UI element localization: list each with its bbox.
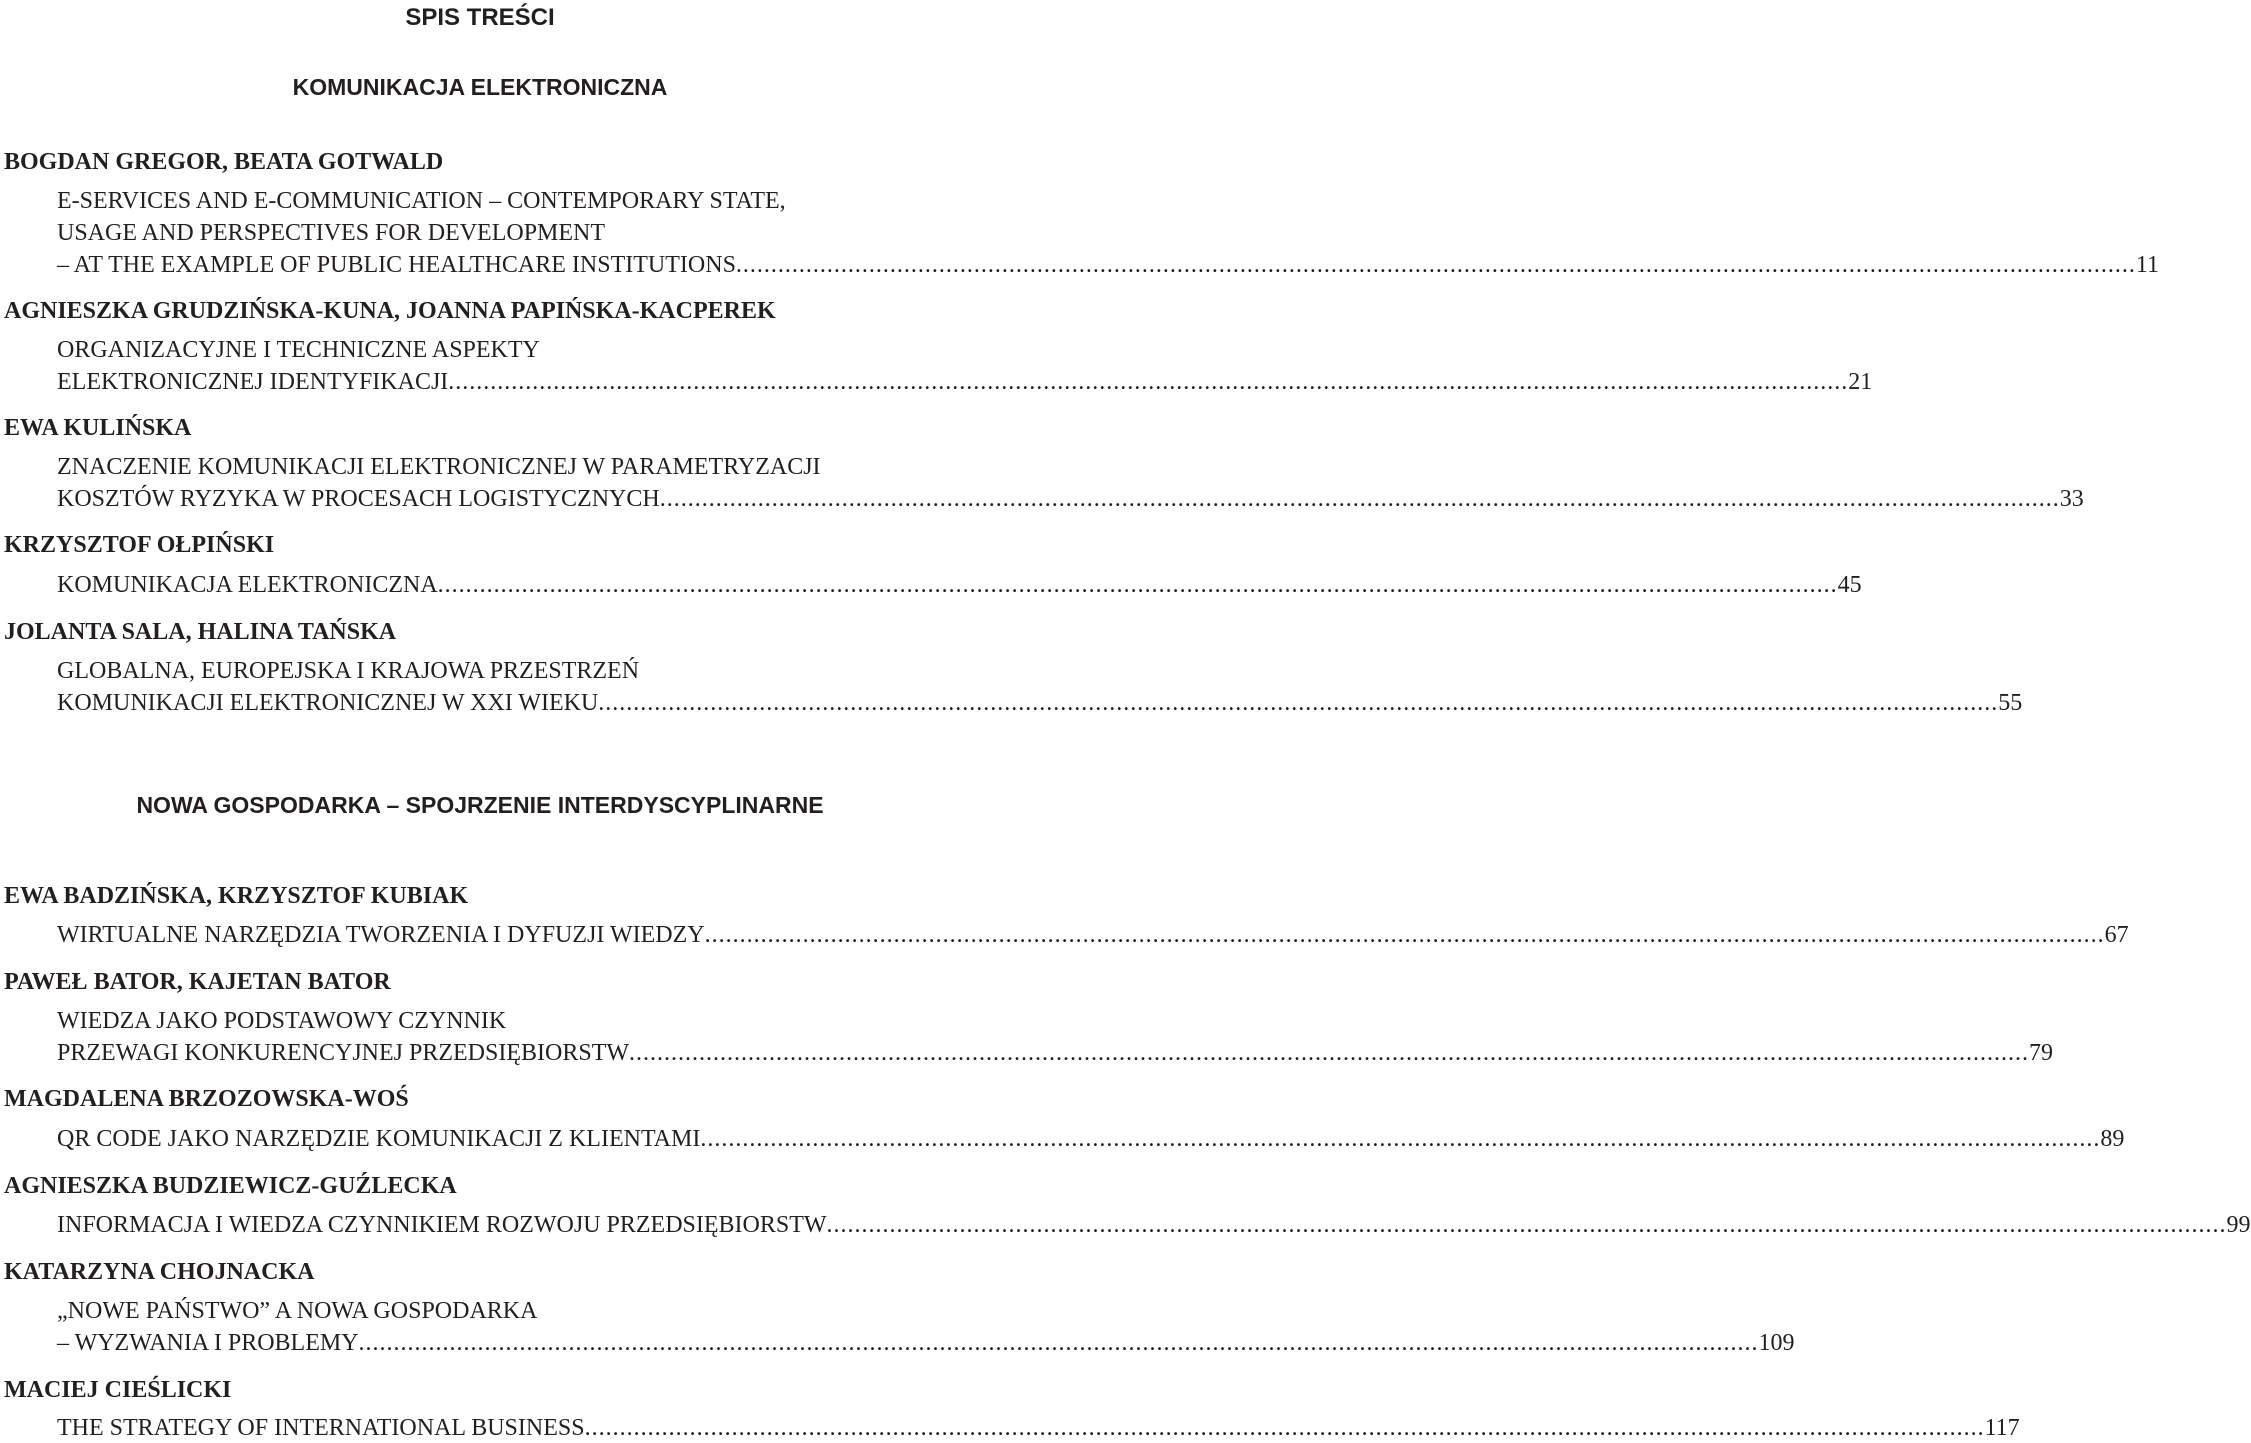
dot-leader: ........................................................................................................................................................................................................ <box>448 369 1849 395</box>
page-number: 11 <box>2135 252 2160 278</box>
entry-title-line: INFORMACJA I WIEDZA CZYNNIKIEM ROZWOJU PRZEDSIĘBIORSTW <box>57 1212 827 1238</box>
toc-entry-line[interactable] <box>57 920 2129 950</box>
entry-title-line: – WYZWANIA I PROBLEMY <box>57 1330 359 1356</box>
entry-authors: AGNIESZKA BUDZIEWICZ-GUŹLECKA <box>4 1173 457 1199</box>
entry-authors: MAGDALENA BRZOZOWSKA-WOŚ <box>4 1086 409 1112</box>
dot-leader: ........................................................................................................................................................................................................ <box>704 922 2105 948</box>
entry-authors: BOGDAN GREGOR, BEATA GOTWALD <box>4 149 444 175</box>
entry-authors: PAWEŁ BATOR, KAJETAN BATOR <box>4 969 391 995</box>
entry-title-line: WIEDZA JAKO PODSTAWOWY CZYNNIK <box>57 1008 507 1034</box>
entry-authors: JOLANTA SALA, HALINA TAŃSKA <box>4 619 397 645</box>
page-number: 89 <box>2100 1126 2125 1152</box>
page-number: 55 <box>1998 690 2023 716</box>
toc-entry-line[interactable] <box>57 1124 2125 1154</box>
entry-authors: KRZYSZTOF OŁPIŃSKI <box>4 532 275 558</box>
dot-leader: ........................................................................................................................................................................................................ <box>735 252 2136 278</box>
entry-title-line: KOMUNIKACJA ELEKTRONICZNA <box>57 572 438 598</box>
toc-entry-line[interactable] <box>57 484 2084 514</box>
dot-leader: ........................................................................................................................................................................................................ <box>629 1040 2030 1066</box>
entry-title-line: USAGE AND PERSPECTIVES FOR DEVELOPMENT <box>57 220 606 246</box>
toc-entry-line[interactable] <box>57 367 1873 397</box>
entry-authors: EWA BADZIŃSKA, KRZYSZTOF KUBIAK <box>4 883 469 909</box>
entry-title-line: PRZEWAGI KONKURENCYJNEJ PRZEDSIĘBIORSTW <box>57 1040 630 1066</box>
entry-title-line: E-SERVICES AND E-COMMUNICATION – CONTEMPORARY STATE, <box>57 188 786 214</box>
page-number: 79 <box>2029 1040 2054 1066</box>
entry-title-line: KOMUNIKACJI ELEKTRONICZNEJ W XXI WIEKU <box>57 690 599 716</box>
dot-leader: ........................................................................................................................................................................................................ <box>659 486 2060 512</box>
toc-entry-line[interactable] <box>57 1210 2251 1240</box>
toc-entry-line[interactable] <box>57 688 2023 718</box>
entry-title-line: ORGANIZACYJNE I TECHNICZNE ASPEKTY <box>57 337 540 363</box>
dot-leader: ........................................................................................................................................................................................................ <box>584 1415 1985 1441</box>
toc-entry-line[interactable] <box>57 1413 2020 1443</box>
entry-title-line: ZNACZENIE KOMUNIKACJI ELEKTRONICZNEJ W PARAMETRYZACJI <box>57 454 821 480</box>
dot-leader: ........................................................................................................................................................................................................ <box>358 1330 1759 1356</box>
dot-leader: ........................................................................................................................................................................................................ <box>700 1126 2101 1152</box>
entry-title-line: QR CODE JAKO NARZĘDZIE KOMUNIKACJI Z KLIENTAMI <box>57 1126 701 1152</box>
entry-authors: AGNIESZKA GRUDZIŃSKA-KUNA, JOANNA PAPIŃSKA-KACPEREK <box>4 298 776 324</box>
page-number: 109 <box>1758 1330 1795 1356</box>
entry-title-line: KOSZTÓW RYZYKA W PROCESACH LOGISTYCZNYCH <box>57 486 660 512</box>
page-number: 99 <box>2226 1212 2251 1238</box>
page-number: 45 <box>1837 572 1862 598</box>
toc-entry-line[interactable] <box>57 570 1862 600</box>
page-number: 117 <box>1984 1415 2020 1441</box>
section-title: NOWA GOSPODARKA – SPOJRZENIE INTERDYSCYPLINARNE <box>136 792 824 818</box>
dot-leader: ........................................................................................................................................................................................................ <box>437 572 1838 598</box>
section-title: KOMUNIKACJA ELEKTRONICZNA <box>292 74 668 100</box>
page-title: SPIS TREŚCI <box>405 4 555 31</box>
entry-title-line: GLOBALNA, EUROPEJSKA I KRAJOWA PRZESTRZEŃ <box>57 658 640 684</box>
page-number: 21 <box>1848 369 1873 395</box>
entry-title-line: „NOWE PAŃSTWO” A NOWA GOSPODARKA <box>57 1298 538 1324</box>
entry-authors: KATARZYNA CHOJNACKA <box>4 1259 315 1285</box>
dot-leader: ........................................................................................................................................................................................................ <box>598 690 1999 716</box>
dot-leader: ........................................................................................................................................................................................................ <box>826 1212 2227 1238</box>
entry-title-line: – AT THE EXAMPLE OF PUBLIC HEALTHCARE INSTITUTIONS <box>57 252 736 278</box>
page-number: 33 <box>2059 486 2084 512</box>
toc-entry-line[interactable] <box>57 250 2160 280</box>
toc-entry-line[interactable] <box>57 1328 1795 1358</box>
entry-authors: MACIEJ CIEŚLICKI <box>4 1377 232 1403</box>
entry-title-line: THE STRATEGY OF INTERNATIONAL BUSINESS <box>57 1415 585 1441</box>
toc-entry-line[interactable] <box>57 1038 2054 1068</box>
entry-title-line: WIRTUALNE NARZĘDZIA TWORZENIA I DYFUZJI WIEDZY <box>57 922 705 948</box>
entry-authors: EWA KULIŃSKA <box>4 415 192 441</box>
page-number: 67 <box>2104 922 2129 948</box>
entry-title-line: ELEKTRONICZNEJ IDENTYFIKACJI <box>57 369 449 395</box>
